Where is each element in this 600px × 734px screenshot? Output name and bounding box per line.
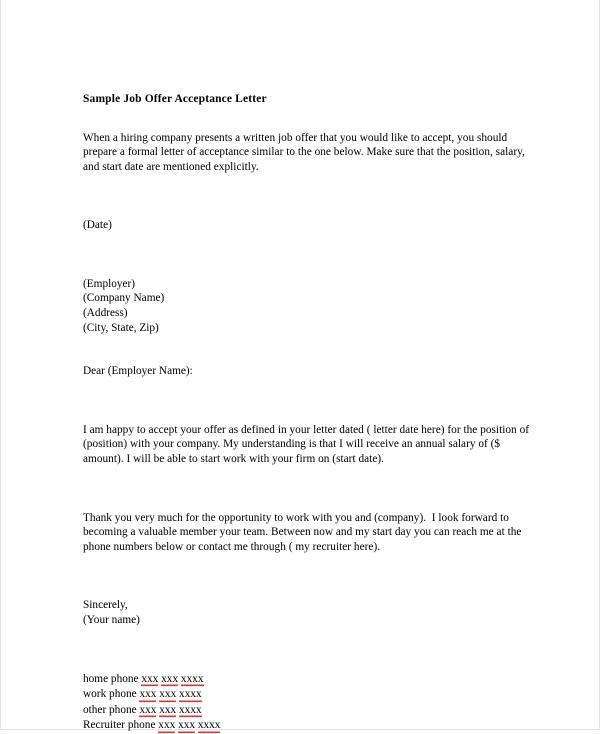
spacer <box>83 107 539 131</box>
phone-number-group: xxx <box>161 672 178 688</box>
page-title: Sample Job Offer Acceptance Letter <box>83 93 267 105</box>
spacer <box>83 233 539 277</box>
phone-number-group: xxx <box>159 687 176 703</box>
spacer <box>83 335 539 364</box>
recipient-address: (Address) <box>83 307 128 320</box>
spacer <box>83 379 539 423</box>
phone-list-item <box>83 672 539 688</box>
phone-number-group: xxxx <box>198 718 221 734</box>
phone-number-list <box>83 672 539 734</box>
spacer <box>83 467 539 511</box>
phone-number-group: xxx <box>139 703 156 719</box>
spacer <box>83 628 539 672</box>
phone-label: work phone <box>83 688 140 701</box>
intro-paragraph: When a hiring company presents a written job offer that you would like to accept, you should prepare a formal letter of acceptance similar to the one below. Make sure that the position, salary, and start date are mentioned explicitly. <box>83 131 528 173</box>
body-paragraph-1: I am happy to accept your offer as defined in your letter dated ( letter date here) for the position of (position) with your company. My understanding is that I will receive an annual salary of ($ amount). I will be able to start work with your firm on (start date). <box>83 423 532 466</box>
salutation-line: Dear (Employer Name): <box>83 365 193 378</box>
phone-number-group: xxx <box>139 687 156 703</box>
phone-label: home phone <box>83 672 142 685</box>
phone-number-group: xxxx <box>181 672 204 688</box>
valediction: Sincerely, <box>83 599 128 612</box>
date-block <box>83 218 539 233</box>
phone-list-item <box>83 718 539 734</box>
phone-label: Recruiter phone <box>83 719 159 732</box>
recipient-city-state-zip: (City, State, Zip) <box>83 321 159 334</box>
phone-number-group: xxx <box>178 718 195 734</box>
recipient-company-name: (Company Name) <box>83 292 165 305</box>
phone-list-item <box>83 687 539 703</box>
recipient-employer: (Employer) <box>83 277 136 290</box>
document-body <box>83 92 539 734</box>
phone-number-group: xxxx <box>179 687 202 703</box>
signature-name: (Your name) <box>83 614 140 626</box>
salutation <box>83 364 539 379</box>
phone-number-group: xxx <box>158 718 175 734</box>
body-paragraph-2: Thank you very much for the opportunity to work with you and (company). I look forward to becoming a valuable member your team. Between now and my start day you can reach me at the phone numbers below or contact me through ( my recruiter here). <box>83 511 525 553</box>
recipient-address-block <box>83 277 539 335</box>
closing-block <box>83 598 539 627</box>
spacer <box>83 554 539 598</box>
phone-number-group: xxx <box>141 672 158 688</box>
phone-list-item <box>83 703 539 719</box>
spacer <box>83 174 539 218</box>
date-line: (Date) <box>83 219 112 232</box>
phone-number-group: xxx <box>159 703 176 719</box>
phone-label: other phone <box>83 703 140 716</box>
phone-number-group: xxxx <box>179 703 202 719</box>
